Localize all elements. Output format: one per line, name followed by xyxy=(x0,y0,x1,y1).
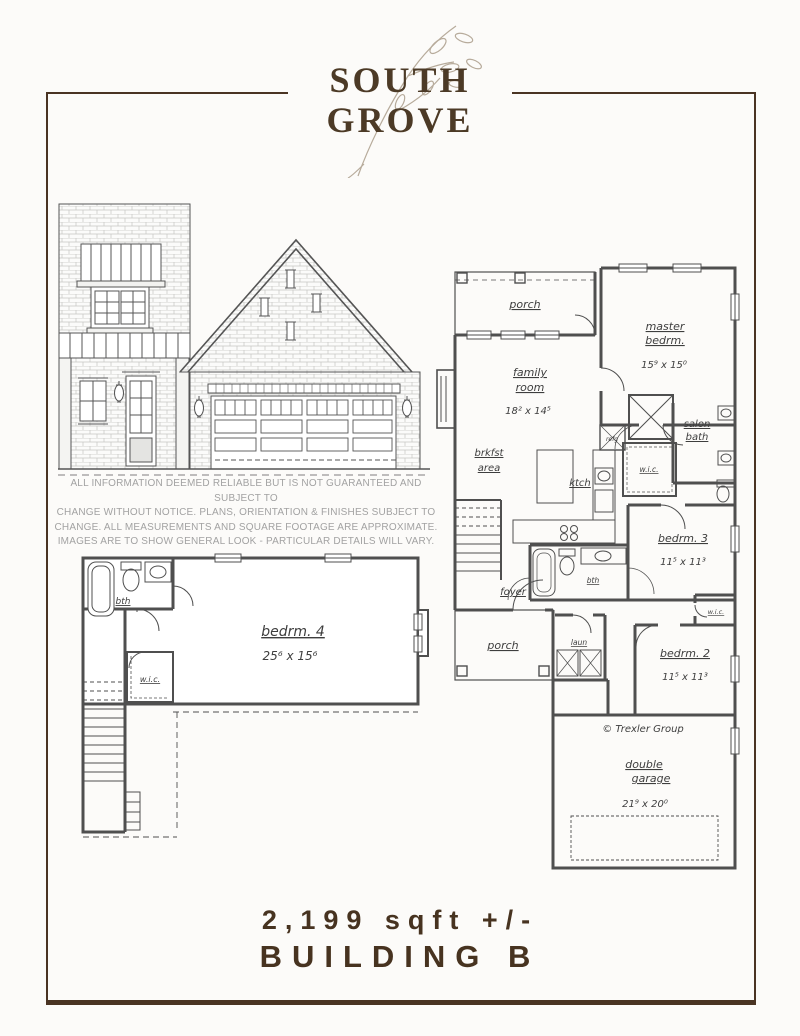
label-salon-1: salon xyxy=(683,419,711,430)
label-family-2: room xyxy=(515,381,545,394)
label-refg: refg xyxy=(605,436,619,443)
label-porch-top: porch xyxy=(509,298,541,311)
label-family-1: family xyxy=(513,366,547,379)
label-garage-2: garage xyxy=(631,772,671,785)
label-bath-upper: bth xyxy=(115,597,131,607)
label-master-dims: 15⁹ x 15⁰ xyxy=(641,360,687,371)
footer-title xyxy=(46,903,754,977)
label-garage-1: double xyxy=(625,758,663,771)
main-floor-plan xyxy=(433,258,745,874)
house-elevation-drawing xyxy=(58,182,430,482)
label-bedrm3-dims: 11⁵ x 11³ xyxy=(660,557,706,568)
label-bedrm2-dims: 11⁵ x 11³ xyxy=(662,672,708,683)
disclaimer-line: CHANGE. ALL MEASUREMENTS AND SQUARE FOOTAGE ARE APPROXIMATE. xyxy=(54,521,438,533)
label-wic-upper: w.i.c. xyxy=(139,675,161,684)
garage-door xyxy=(211,396,396,469)
label-master-2: bedrm. xyxy=(645,334,685,347)
disclaimer-text xyxy=(52,477,440,550)
south-grove-logo xyxy=(288,18,512,178)
label-bedrm3: bedrm. 3 xyxy=(658,532,708,545)
label-kitchen: ktch xyxy=(569,478,591,489)
label-bedrm4: bedrm. 4 xyxy=(261,624,325,640)
label-bath-main: bth xyxy=(586,576,600,585)
label-master-1: master xyxy=(645,320,685,333)
label-salon-2: bath xyxy=(685,432,709,443)
label-bedrm4-dims: 25⁶ x 15⁶ xyxy=(262,649,318,663)
label-wic-bedrm2: w.i.c. xyxy=(707,608,725,616)
label-brkfst-1: brkfst xyxy=(474,448,504,459)
label-bedrm2: bedrm. 2 xyxy=(660,647,710,660)
label-brkfst-2: area xyxy=(477,463,501,474)
upper-floor-plan xyxy=(75,552,443,844)
label-wic-master: w.i.c. xyxy=(639,465,659,474)
label-laundry: laun xyxy=(570,638,588,647)
logo-word-grove: GROVE xyxy=(326,100,474,140)
logo-word-south: SOUTH xyxy=(329,60,471,100)
label-porch-bottom: porch xyxy=(487,639,519,652)
square-footage: 2,199 sqft +/- xyxy=(261,905,539,935)
building-name: BUILDING B xyxy=(259,939,541,974)
label-foyer: foyer xyxy=(500,587,526,598)
disclaimer-line: ALL INFORMATION DEEMED RELIABLE BUT IS NOT GUARANTEED AND SUBJECT TO xyxy=(70,478,422,504)
disclaimer-line: IMAGES ARE TO SHOW GENERAL LOOK - PARTICULAR DETAILS WILL VARY. xyxy=(57,536,435,547)
label-garage-dims: 21⁹ x 20⁰ xyxy=(622,799,668,810)
label-copyright: © Trexler Group xyxy=(602,724,684,735)
label-family-dims: 18² x 14⁵ xyxy=(505,406,551,417)
disclaimer-line: CHANGE WITHOUT NOTICE. PLANS, ORIENTATION & FINISHES SUBJECT TO xyxy=(56,507,436,518)
